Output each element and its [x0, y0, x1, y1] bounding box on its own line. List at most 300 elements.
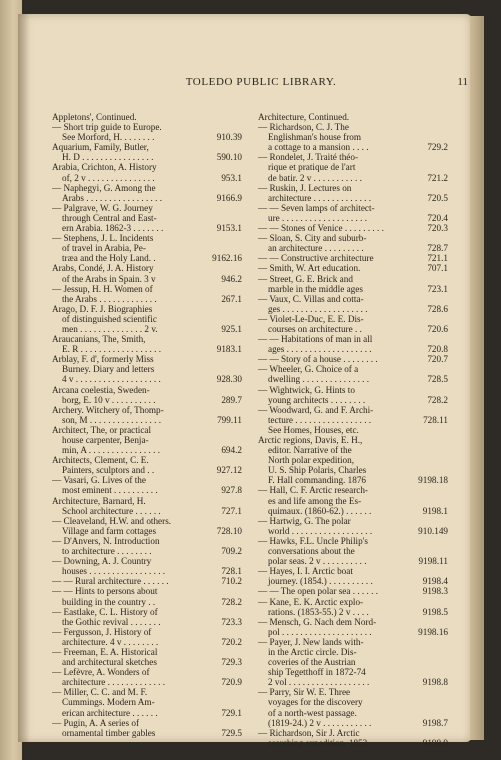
entry-text: voyages for the discovery — [268, 697, 363, 708]
entry-line — [52, 718, 242, 728]
index-entry — [52, 142, 242, 162]
entry-line — [52, 334, 242, 344]
entry-line — [258, 647, 448, 657]
entry-line — [258, 536, 448, 546]
call-number: 709.2 — [221, 546, 242, 557]
entry-line — [258, 526, 448, 536]
entry-line — [258, 294, 448, 304]
entry-text: marble in the middle ages — [268, 283, 363, 294]
entry-line — [258, 435, 448, 445]
entry-line — [52, 556, 242, 566]
index-entry — [258, 536, 448, 566]
entry-line — [52, 223, 242, 233]
call-number: 720.5 — [427, 192, 448, 203]
entry-line — [52, 597, 242, 607]
entry-text: — Hall, C. F. Arctic research- — [258, 485, 368, 496]
entry-text: Painters, sculptors and . . — [62, 465, 155, 476]
entry-text: rique et pratique de l'art — [268, 162, 356, 173]
entry-line — [258, 183, 448, 193]
entry-line — [258, 627, 448, 637]
call-number: 927.8 — [221, 485, 242, 496]
entry-line — [258, 566, 448, 576]
entry-text: houses . . . . . . . . . . . . . . . . . — [62, 566, 166, 577]
entry-line — [52, 193, 242, 203]
entry-line — [52, 475, 242, 485]
entry-line — [258, 284, 448, 294]
index-entry — [52, 718, 242, 738]
call-number: 729.2 — [427, 142, 448, 153]
entry-line — [258, 324, 448, 334]
entry-text: quimaux. (1860-62.) . . . . . . — [268, 505, 372, 516]
index-entry — [52, 405, 242, 425]
entry-line — [258, 718, 448, 728]
entry-text: — Wheeler, G. Choice of a — [258, 364, 359, 375]
entry-line — [52, 667, 242, 677]
entry-line — [258, 314, 448, 324]
entry-line — [258, 465, 448, 475]
entry-line — [52, 203, 242, 213]
entry-text: ern Arabia. 1862-3 . . . . . . . — [62, 223, 164, 234]
entry-text: Arctic regions, Davis, E. H., — [258, 435, 363, 445]
call-number: 728.7 — [427, 243, 448, 254]
entry-text: ages . . . . . . . . . . . . . . . . . . . — [268, 344, 372, 355]
call-number: 723.3 — [221, 616, 242, 627]
entry-text: Arblay, F. d', formerly Miss — [52, 354, 154, 365]
entry-text: — Mensch, G. Nach dem Nord- — [258, 616, 377, 627]
call-number: 729.1 — [221, 707, 242, 718]
call-number: 728.2 — [221, 596, 242, 607]
index-entry — [52, 536, 242, 556]
entry-text: F. Hall commanding. 1876 — [268, 475, 367, 486]
entry-text: — D'Anvers, N. Introduction — [52, 535, 160, 546]
entry-line — [52, 324, 242, 334]
entry-text: Architect, The, or practical — [52, 424, 152, 435]
index-entry — [52, 475, 242, 495]
entry-text: Archery. Witchery of, Thomp- — [52, 404, 164, 415]
entry-text: — Short trip guide to Europe. — [52, 122, 162, 133]
entry-line — [52, 496, 242, 506]
entry-line — [52, 233, 242, 243]
index-entry — [52, 687, 242, 717]
entry-line — [258, 667, 448, 677]
entry-text: searching expedition. 1852 — [268, 737, 368, 748]
entry-line — [52, 526, 242, 536]
index-entry — [258, 253, 448, 263]
entry-line — [258, 607, 448, 617]
entry-text: — Richardson, C. J. The — [258, 122, 349, 133]
entry-text: ges . . . . . . . . . . . . . . . . . . . — [268, 303, 368, 314]
entry-line — [52, 395, 242, 405]
entry-text: architecture. 4 v . . . . . . . . — [62, 636, 159, 647]
entry-line — [52, 687, 242, 697]
entry-text: See Homes, Houses, etc. — [268, 424, 359, 435]
entry-text: ship Tegetthoff in 1872-74 — [268, 667, 366, 678]
index-entry — [258, 183, 448, 203]
call-number: 9198.18 — [418, 475, 448, 486]
entry-text: 4 v . . . . . . . . . . . . . . . . . . . — [62, 374, 161, 385]
entry-text: polar seas. 2 v . . . . . . . . . . — [268, 556, 367, 567]
entry-text: most eminent . . . . . . . . . . — [62, 485, 158, 496]
entry-line — [52, 344, 242, 354]
entry-text: — Lefèvre, A. Wonders of — [52, 667, 150, 678]
entry-line — [52, 536, 242, 546]
entry-text: Arabia, Crichton, A. History — [52, 162, 157, 173]
entry-line — [52, 435, 242, 445]
entry-text: erican architecture . . . . . . — [62, 707, 158, 718]
entry-line — [258, 274, 448, 284]
entry-text: — Cleaveland, H.W. and others. — [52, 515, 172, 526]
entry-text: rations. (1853-55.) 2 v . . . . — [268, 606, 369, 617]
entry-text: — Vasari, G. Lives of the — [52, 475, 146, 486]
entry-text: H. D . . . . . . . . . . . . . . . . — [62, 152, 154, 163]
index-entry — [258, 435, 448, 485]
call-number: 729.3 — [221, 657, 242, 668]
entry-line — [258, 263, 448, 273]
index-entry — [258, 263, 448, 273]
entry-line — [52, 445, 242, 455]
index-entry — [52, 425, 242, 455]
index-entry — [52, 556, 242, 576]
entry-text: the Arabs . . . . . . . . . . . . . — [62, 293, 157, 304]
entry-text: coveries of the Austrian — [268, 657, 356, 668]
call-number: 728.5 — [427, 374, 448, 385]
index-entry — [52, 586, 242, 606]
call-number: 953.1 — [221, 172, 242, 183]
call-number: 9198.8 — [422, 677, 448, 688]
call-number: 910.149 — [418, 525, 448, 536]
entry-line — [258, 395, 448, 405]
entry-text: young architects . . . . . . . . — [268, 394, 366, 405]
entry-text: the Gothic revival . . . . . . . — [62, 616, 161, 627]
entry-text: a cottage to a mansion . . . . — [268, 142, 369, 153]
entry-line — [52, 415, 242, 425]
index-entry — [258, 617, 448, 637]
index-entry — [258, 294, 448, 314]
entry-text: — Fergusson, J. History of — [52, 626, 152, 637]
entry-line — [52, 465, 242, 475]
entry-text: — Sloan, S. City and suburb- — [258, 233, 367, 244]
entry-line — [52, 385, 242, 395]
call-number: 9198.3 — [422, 586, 448, 597]
call-number: 927.12 — [216, 465, 242, 476]
entry-text: Arcana coelestia, Sweden- — [52, 384, 150, 395]
call-number: 728.2 — [427, 394, 448, 405]
call-number: 710.2 — [221, 576, 242, 587]
entry-text: son, M . . . . . . . . . . . . . . . . — [62, 414, 162, 425]
index-entry — [52, 122, 242, 142]
entry-text: Aquarium, Family, Butler, — [52, 142, 149, 153]
entry-line — [52, 425, 242, 435]
entry-text: — Stephens, J. L. Incidents — [52, 233, 154, 244]
entry-text: architecture . . . . . . . . . . . . . — [268, 192, 372, 203]
index-entry — [258, 112, 448, 122]
entry-line — [52, 132, 242, 142]
entry-text: Cummings. Modern Am- — [62, 697, 155, 708]
entry-text: — Hartwig, G. The polar — [258, 515, 351, 526]
call-number: 289.7 — [221, 394, 242, 405]
entry-line — [52, 284, 242, 294]
entry-line — [258, 597, 448, 607]
entry-line — [258, 455, 448, 465]
call-number: 727.1 — [221, 505, 242, 516]
entry-line — [52, 627, 242, 637]
entry-line — [52, 607, 242, 617]
index-entry — [258, 354, 448, 364]
call-number: 9198.16 — [418, 626, 448, 637]
entry-line — [258, 354, 448, 364]
entry-line — [258, 677, 448, 687]
entry-line — [258, 415, 448, 425]
entry-line — [258, 304, 448, 314]
entry-line — [258, 475, 448, 485]
entry-line — [258, 445, 448, 455]
entry-text: — Hawks, F.L. Uncle Philip's — [258, 535, 368, 546]
entry-text: es and life among the Es- — [268, 495, 362, 506]
index-entry — [258, 122, 448, 152]
entry-line — [258, 233, 448, 243]
entry-text: — Downing, A. J. Country — [52, 556, 152, 567]
entry-line — [52, 506, 242, 516]
entry-line — [258, 556, 448, 566]
index-entry — [258, 334, 448, 354]
entry-text: — Naphegyi, G. Among the — [52, 182, 156, 193]
index-entry — [52, 183, 242, 203]
entry-text: of a north-west passage. — [268, 707, 357, 718]
call-number: 707.1 — [427, 263, 448, 274]
entry-line — [52, 354, 242, 364]
entry-line — [258, 152, 448, 162]
entry-text: — — Habitations of man in all — [258, 334, 373, 345]
call-number: 799.11 — [217, 414, 242, 425]
entry-line — [258, 344, 448, 354]
entry-line — [258, 617, 448, 627]
entry-line — [52, 566, 242, 576]
entry-line — [52, 586, 242, 596]
call-number: 728.1 — [221, 566, 242, 577]
entry-line — [52, 213, 242, 223]
entry-line — [258, 132, 448, 142]
call-number: 721.1 — [427, 253, 448, 264]
call-number: 9153.1 — [216, 223, 242, 234]
entry-text: to architecture . . . . . . . . — [62, 546, 152, 557]
entry-line — [258, 637, 448, 647]
entry-text: — Payer, J. New lands with- — [258, 636, 364, 647]
entry-text: Appletons', Continued. — [52, 112, 137, 122]
index-entry — [258, 314, 448, 334]
call-number: 9198.9 — [422, 737, 448, 748]
call-number: 720.6 — [427, 323, 448, 334]
index-entry — [52, 233, 242, 263]
call-number: 728.11 — [423, 414, 448, 425]
call-number: 720.7 — [427, 354, 448, 365]
page-header — [52, 76, 470, 92]
index-entry — [258, 152, 448, 182]
entry-line — [52, 546, 242, 556]
entry-line — [258, 506, 448, 516]
entry-line — [258, 253, 448, 263]
entry-line — [258, 193, 448, 203]
right-column — [258, 112, 448, 748]
index-entry — [52, 284, 242, 304]
entry-text: courses on architecture . . — [268, 323, 362, 334]
entry-line — [258, 697, 448, 707]
entry-line — [258, 496, 448, 506]
call-number: 9198.1 — [422, 505, 448, 516]
entry-text: — Ruskin, J. Lectures on — [258, 182, 352, 193]
entry-text: in the Arctic circle. Dis- — [268, 646, 357, 657]
entry-line — [52, 637, 242, 647]
entry-text: of distinguished scientific — [62, 313, 157, 324]
entry-line — [52, 183, 242, 193]
entry-line — [52, 152, 242, 162]
entry-text: de batir. 2 v . . . . . . . . . . . — [268, 172, 362, 183]
entry-line — [258, 173, 448, 183]
entry-line — [258, 112, 448, 122]
call-number: 720.8 — [427, 344, 448, 355]
call-number: 267.1 — [221, 293, 242, 304]
entry-text: house carpenter, Benja- — [62, 435, 149, 445]
entry-line — [52, 122, 242, 132]
entry-line — [52, 162, 242, 172]
index-entry — [258, 405, 448, 435]
call-number: 728.10 — [216, 525, 242, 536]
index-entry — [258, 223, 448, 233]
entry-line — [258, 243, 448, 253]
entry-text: See Morford, H. . . . . . . . — [62, 132, 155, 143]
entry-text: — Richardson, Sir J. Arctic — [258, 727, 360, 738]
call-number: 721.2 — [427, 172, 448, 183]
entry-text: Araucanians, The, Smith, — [52, 334, 146, 345]
index-entry — [258, 485, 448, 515]
call-number: 694.2 — [221, 445, 242, 456]
gutter-shadow — [18, 14, 30, 742]
index-entry — [258, 233, 448, 253]
entry-text: — Palgrave, W. G. Journey — [52, 202, 153, 213]
entry-text: — Wightwick, G. Hints to — [258, 384, 355, 395]
running-title: TOLEDO PUBLIC LIBRARY. — [185, 76, 337, 88]
entry-line — [258, 576, 448, 586]
entry-line — [258, 546, 448, 556]
entry-text: of the Arabs in Spain. 3 v — [62, 273, 156, 284]
page-number: 11 — [457, 76, 468, 88]
entry-line — [258, 728, 448, 738]
index-entry — [258, 597, 448, 617]
entry-text: through Central and East- — [62, 212, 157, 223]
entry-text: — — Stones of Venice . . . . . . . . . — [258, 223, 384, 234]
index-entry — [52, 263, 242, 283]
entry-line — [52, 708, 242, 718]
entry-line — [258, 738, 448, 748]
index-entry — [52, 334, 242, 354]
index-entry — [258, 203, 448, 223]
index-entry — [52, 647, 242, 667]
call-number: 728.6 — [427, 303, 448, 314]
index-entry — [52, 667, 242, 687]
right-page-edge — [470, 16, 484, 740]
entry-text: — Freeman, E. A. Historical — [52, 646, 158, 657]
call-number: 720.3 — [427, 223, 448, 234]
entry-line — [258, 516, 448, 526]
entry-text: 2 vol . . . . . . . . . . . . . . . . . . — [268, 677, 370, 688]
entry-text: træa and the Holy Land. . — [62, 253, 156, 264]
entry-text: School architecture . . . . . . — [62, 505, 161, 516]
entry-line — [258, 223, 448, 233]
entry-text: — Kane, E. K. Arctic explo- — [258, 596, 364, 607]
entry-line — [52, 405, 242, 415]
entry-text: pol . . . . . . . . . . . . . . . . . . . . — [268, 626, 372, 637]
entry-text: — — Story of a house . . . . . . . . — [258, 354, 378, 365]
entry-line — [258, 385, 448, 395]
entry-text: men . . . . . . . . . . . . . . 2 v. — [62, 323, 158, 334]
entry-text: — Hayes, I. I. Arctic boat — [258, 566, 353, 577]
entry-line — [52, 728, 242, 738]
call-number: 946.2 — [221, 273, 242, 284]
entry-text: — — Rural architecture . . . . . . — [52, 576, 169, 587]
call-number: 9166.9 — [216, 192, 242, 203]
entry-text: — Miller, C. C. and M. F. — [52, 687, 148, 698]
entry-text: Arago, D. F. J. Biographies — [52, 303, 153, 314]
entry-text: Arabs . . . . . . . . . . . . . . . . . — [62, 192, 163, 203]
index-entry — [52, 385, 242, 405]
entry-text: — Rondelet, J. Traité théo- — [258, 152, 359, 163]
entry-text: — Pugin, A. A series of — [52, 717, 140, 728]
index-entry — [258, 637, 448, 687]
entry-line — [258, 485, 448, 495]
entry-text: Englishman's house from — [268, 132, 362, 143]
index-entry — [258, 274, 448, 294]
call-number: 729.5 — [221, 727, 242, 738]
entry-text: borg, E. 10 v . . . . . . . . . . — [62, 394, 156, 405]
entry-text: Burney. Diary and letters — [62, 364, 155, 375]
entry-line — [52, 243, 242, 253]
entry-text: dwelling . . . . . . . . . . . . . . . — [268, 374, 370, 385]
entry-text: Architecture, Continued. — [258, 112, 350, 122]
call-number: 910.39 — [216, 132, 242, 143]
entry-line — [258, 213, 448, 223]
entry-text: — — Seven lamps of architect- — [258, 202, 375, 213]
entry-line — [258, 586, 448, 596]
index-entry — [52, 607, 242, 627]
entry-text: Architects, Clement, C. E. — [52, 455, 149, 466]
entry-line — [52, 274, 242, 284]
index-entry — [52, 496, 242, 516]
call-number: 9183.1 — [216, 344, 242, 355]
entry-line — [52, 516, 242, 526]
entry-line — [52, 253, 242, 263]
entry-text: of travel in Arabia, Pe- — [62, 243, 146, 254]
entry-line — [52, 576, 242, 586]
entry-line — [52, 314, 242, 324]
index-entry — [52, 576, 242, 586]
call-number: 9162.16 — [212, 253, 242, 264]
entry-line — [258, 657, 448, 667]
entry-text: (1819-24.) 2 v . . . . . . . . . . . — [268, 717, 372, 728]
entry-text: conversations about the — [268, 546, 355, 557]
entry-line — [52, 485, 242, 495]
call-number: 723.1 — [427, 283, 448, 294]
index-entry — [52, 627, 242, 647]
entry-text: — — Hints to persons about — [52, 586, 158, 597]
index-entry — [52, 203, 242, 233]
entry-line — [52, 677, 242, 687]
entry-text: and architectural sketches — [62, 657, 157, 668]
entry-line — [52, 304, 242, 314]
entry-text: — Eastlake, C. L. History of — [52, 606, 158, 617]
entry-text: ornamental timber gables — [62, 727, 156, 738]
entry-text: tecture . . . . . . . . . . . . . . . . . — [268, 414, 372, 425]
entry-line — [52, 294, 242, 304]
entry-line — [258, 425, 448, 435]
